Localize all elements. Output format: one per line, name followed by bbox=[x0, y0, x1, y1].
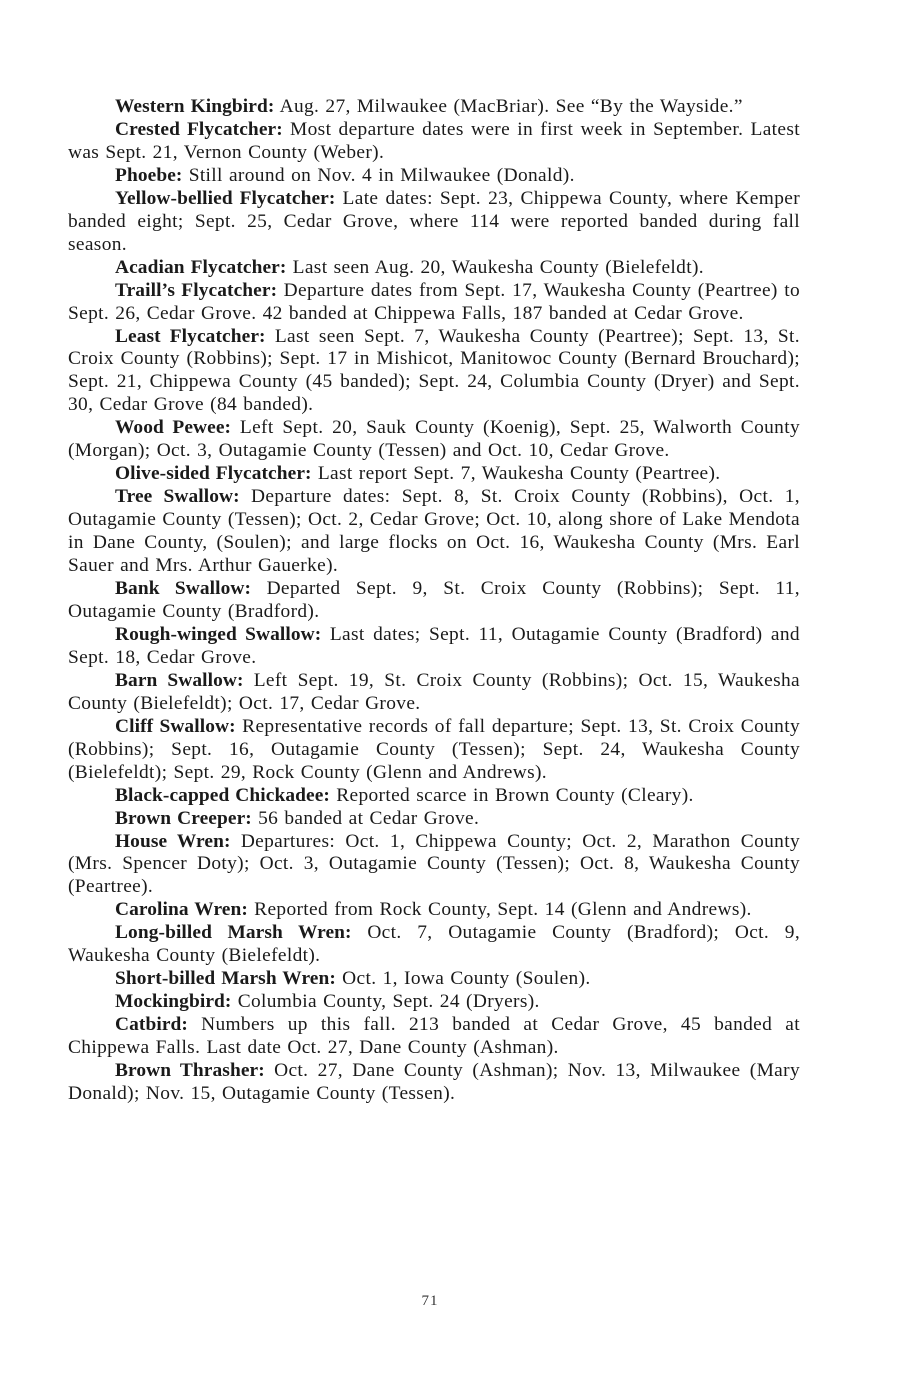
entry-bank-swallow bbox=[68, 578, 800, 624]
entry-tree-swallow bbox=[68, 486, 800, 578]
entry-black-capped-chickadee bbox=[68, 785, 800, 808]
species-name: Bank Swallow: bbox=[115, 578, 252, 600]
entry-text: Oct. 27, Dane County (Ashman); Nov. 13, Milwaukee (Mary Donald); Nov. 15, Outagamie County (Tessen). bbox=[68, 1060, 800, 1104]
species-name: Mockingbird: bbox=[115, 991, 232, 1013]
entry-western-kingbird bbox=[68, 96, 800, 119]
entry-brown-creeper bbox=[68, 808, 800, 831]
entry-carolina-wren bbox=[68, 899, 800, 922]
entry-catbird bbox=[68, 1014, 800, 1060]
species-name: Cliff Swallow: bbox=[115, 715, 236, 737]
page-body bbox=[68, 96, 800, 1106]
entry-long-billed-marsh-wren bbox=[68, 922, 800, 968]
entry-text: Representative records of fall departure; Sept. 13, St. Croix County (Robbins); Sept. 16, Outagamie County (Tessen); Sept. 24, Waukesha County (Bielefeldt); Sept. 29, Rock County (Glenn and Andrews). bbox=[68, 715, 800, 783]
entry-house-wren bbox=[68, 831, 800, 900]
entry-text: Departure dates: Sept. 8, St. Croix County (Robbins), Oct. 1, Outagamie County (Tessen); Oct. 2, Cedar Grove; Oct. 10, along shore of Lake Mendota in Dane County, (Soulen); and large flocks on Oct. 16, Waukesha County (Mrs. Earl Sauer and Mrs. Arthur Gauerke). bbox=[68, 486, 800, 577]
entry-cliff-swallow bbox=[68, 716, 800, 785]
page-number: 71 bbox=[421, 1293, 439, 1309]
entry-text: Reported from Rock County, Sept. 14 (Glenn and Andrews). bbox=[254, 899, 752, 921]
species-name: Least Flycatcher: bbox=[115, 325, 266, 347]
species-name: Short-billed Marsh Wren: bbox=[115, 968, 336, 990]
entry-rough-winged-swallow bbox=[68, 624, 800, 670]
species-name: Traill’s Flycatcher: bbox=[115, 279, 278, 301]
entry-text: Oct. 1, Iowa County (Soulen). bbox=[342, 968, 591, 990]
species-name: Long-billed Marsh Wren: bbox=[115, 922, 352, 944]
species-name: Olive-sided Flycatcher: bbox=[115, 463, 312, 485]
entry-text: Departed Sept. 9, St. Croix County (Robbins); Sept. 11, Outagamie County (Bradford). bbox=[68, 578, 800, 622]
entry-olive-sided-flycatcher bbox=[68, 463, 800, 486]
species-name: Brown Creeper: bbox=[115, 807, 252, 829]
species-name: Rough-winged Swallow: bbox=[115, 623, 322, 645]
entry-text: Most departure dates were in first week in September. Latest was Sept. 21, Vernon County (Weber). bbox=[68, 118, 800, 163]
species-name: Western Kingbird: bbox=[115, 96, 275, 117]
species-name: House Wren: bbox=[115, 830, 231, 852]
entry-crested-flycatcher bbox=[68, 119, 800, 165]
species-name: Wood Pewee: bbox=[115, 417, 232, 439]
entry-text: Departures: Oct. 1, Chippewa County; Oct. 2, Marathon County (Mrs. Spencer Doty); Oct. 3, Outagamie County (Tessen); Oct. 8, Waukesha County (Peartree). bbox=[68, 830, 800, 898]
entry-text: Departure dates from Sept. 17, Waukesha County (Peartree) to Sept. 26, Cedar Grove. 42 banded at Chippewa Falls, 187 banded at Cedar Grove. bbox=[68, 279, 800, 324]
species-name: Crested Flycatcher: bbox=[115, 118, 283, 140]
entry-text: Left Sept. 19, St. Croix County (Robbins); Oct. 15, Waukesha County (Bielefeldt); Oct. 17, Cedar Grove. bbox=[68, 669, 801, 714]
entry-text: Left Sept. 20, Sauk County (Koenig), Sept. 25, Walworth County (Morgan); Oct. 3, Outagamie County (Tessen) and Oct. 10, Cedar Grove. bbox=[68, 417, 800, 462]
species-name: Black-capped Chickadee: bbox=[115, 784, 330, 806]
entry-wood-pewee bbox=[68, 417, 800, 463]
entry-text: Reported scarce in Brown County (Cleary). bbox=[336, 784, 694, 806]
entry-text: Last seen Aug. 20, Waukesha County (Bielefeldt). bbox=[292, 256, 704, 278]
entry-text: Oct. 7, Outagamie County (Bradford); Oct. 9, Waukesha County (Bielefeldt). bbox=[68, 922, 801, 967]
entry-text: Last report Sept. 7, Waukesha County (Peartree). bbox=[317, 463, 721, 485]
entry-text: Columbia County, Sept. 24 (Dryers). bbox=[237, 991, 540, 1013]
entry-text: Last seen Sept. 7, Waukesha County (Peartree); Sept. 13, St. Croix County (Robbins); Sept. 17 in Mishicot, Manitowoc County (Bernard Brouchard); Sept. 21, Chippewa County (45 banded); Sept. 24, Columbia County (Dryer) and Sept. 30, Cedar Grove (84 banded). bbox=[68, 325, 800, 416]
species-name: Phoebe: bbox=[115, 164, 183, 186]
entry-short-billed-marsh-wren bbox=[68, 968, 800, 991]
species-name: Barn Swallow: bbox=[115, 669, 244, 691]
entry-text: 56 banded at Cedar Grove. bbox=[258, 807, 480, 829]
entry-barn-swallow bbox=[68, 670, 800, 716]
species-name: Catbird: bbox=[115, 1014, 188, 1036]
entry-traills-flycatcher bbox=[68, 280, 800, 326]
entry-text: Still around on Nov. 4 in Milwaukee (Donald). bbox=[188, 164, 575, 186]
species-name: Carolina Wren: bbox=[115, 899, 248, 921]
species-name: Tree Swallow: bbox=[115, 486, 240, 508]
species-name: Brown Thrasher: bbox=[115, 1060, 265, 1082]
species-name: Yellow-bellied Flycatcher: bbox=[115, 187, 336, 209]
entry-text: Aug. 27, Milwaukee (MacBriar). See “By the Wayside.” bbox=[279, 96, 743, 117]
species-name: Acadian Flycatcher: bbox=[115, 256, 287, 278]
entry-text: Numbers up this fall. 213 banded at Cedar Grove, 45 banded at Chippewa Falls. Last date Oct. 27, Dane County (Ashman). bbox=[68, 1014, 800, 1059]
entry-phoebe bbox=[68, 165, 800, 188]
entry-text: Late dates: Sept. 23, Chippewa County, where Kemper banded eight; Sept. 25, Cedar Grove, where 114 were reported banded during fall season. bbox=[68, 187, 801, 255]
entry-acadian-flycatcher bbox=[68, 257, 800, 280]
entry-brown-thrasher bbox=[68, 1060, 800, 1106]
entry-yellow-bellied-flycatcher bbox=[68, 188, 800, 257]
entry-mockingbird bbox=[68, 991, 800, 1014]
entry-text: Last dates; Sept. 11, Outagamie County (Bradford) and Sept. 18, Cedar Grove. bbox=[68, 623, 800, 668]
entry-least-flycatcher bbox=[68, 326, 800, 418]
